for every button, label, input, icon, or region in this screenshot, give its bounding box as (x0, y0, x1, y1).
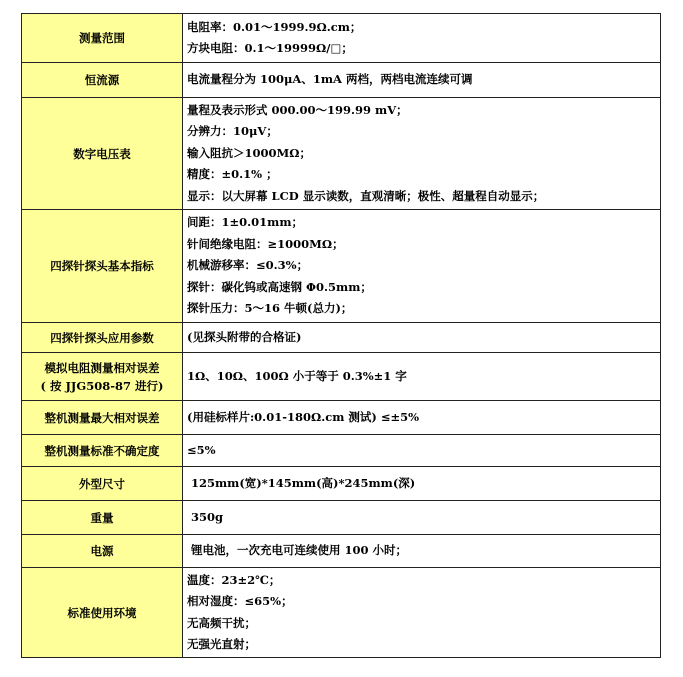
value-line: 显示：以大屏幕 LCD 显示读数，直观清晰；极性、超量程自动显示； (187, 188, 545, 203)
row-label (22, 535, 183, 568)
label-text: ( 按 JJG508-87 进行) (40, 378, 164, 393)
value-line: 输入阻抗＞1000MΩ； (187, 145, 311, 160)
row-value (183, 501, 661, 535)
row-value (183, 63, 661, 98)
label-text: 恒流源 (84, 73, 120, 87)
value-line: 针间绝缘电阻：≥1000MΩ； (187, 236, 344, 251)
value-line: 1Ω、10Ω、100Ω 小于等于 0.3%±1 字 (187, 368, 407, 383)
value-line: 电流量程分为 100μA、1mA 两档，两档电流连续可调 (187, 72, 473, 87)
row-label (22, 467, 183, 501)
table-row (22, 210, 661, 323)
table-row (22, 323, 661, 353)
label-text: 四探针探头应用参数 (50, 330, 154, 345)
label-text: 整机测量标准不确定度 (44, 443, 160, 458)
row-label (22, 98, 183, 210)
row-value (183, 210, 661, 323)
row-value (183, 568, 661, 658)
row-label (22, 14, 183, 63)
value-line: (用硅标样片:0.01-180Ω.cm 测试) ≤±5% (187, 409, 420, 424)
row-value (183, 401, 661, 435)
table-row (22, 98, 661, 210)
value-line: 电阻率：0.01～1999.9Ω.cm； (187, 19, 362, 34)
label-text: 四探针探头基本指标 (50, 259, 154, 273)
table-row (22, 501, 661, 535)
row-label (22, 323, 183, 353)
row-value (183, 14, 661, 63)
value-line: 量程及表示形式 000.00～199.99 mV； (187, 102, 408, 117)
row-label (22, 435, 183, 467)
row-label (22, 568, 183, 658)
table-row (22, 568, 661, 658)
row-value (183, 467, 661, 501)
value-line: 相对湿度：≤65%； (187, 594, 293, 608)
value-line: 机械游移率：≤0.3%； (187, 258, 309, 273)
row-value (183, 535, 661, 568)
row-value (183, 323, 661, 353)
value-line: (见探头附带的合格证) (187, 329, 302, 344)
value-line: 间距：1±0.01mm； (187, 215, 303, 230)
value-line: 锂电池，一次充电可连续使用 100 小时； (191, 543, 408, 558)
value-line: 无强光直射； (187, 637, 256, 651)
value-line: 350g (191, 509, 224, 524)
label-text: 整机测量最大相对误差 (44, 410, 160, 425)
label-text: 模拟电阻测量相对误差 (44, 360, 160, 375)
table-row (22, 401, 661, 435)
value-line: 探针：碳化钨或高速钢 Φ0.5mm； (187, 279, 372, 294)
value-line: 分辨力：10μV； (187, 124, 278, 139)
row-label (22, 210, 183, 323)
table-row (22, 467, 661, 501)
value-line: 温度：23±2℃； (187, 572, 281, 587)
label-text: 重量 (90, 510, 114, 525)
value-line: 精度：±0.1% ； (187, 167, 278, 182)
table-row (22, 435, 661, 467)
label-text: 外型尺寸 (79, 476, 125, 491)
value-line: ≤5% (187, 442, 216, 457)
row-label (22, 353, 183, 401)
row-label (22, 401, 183, 435)
label-text: 数字电压表 (73, 146, 131, 161)
row-label (22, 63, 183, 98)
row-value (183, 98, 661, 210)
row-value (183, 353, 661, 401)
label-text: 电源 (90, 544, 114, 558)
spec-table (21, 13, 661, 658)
table-row (22, 63, 661, 98)
label-text: 标准使用环境 (67, 605, 137, 620)
value-line: 125mm(宽)*145mm(高)*245mm(深) (191, 475, 416, 490)
table-row (22, 14, 661, 63)
table-row (22, 535, 661, 568)
value-line: 方块电阻：0.1～19999Ω/□； (187, 41, 353, 55)
table-row (22, 353, 661, 401)
row-value (183, 435, 661, 467)
row-label (22, 501, 183, 535)
value-line: 探针压力：5～16 牛顿(总力)； (187, 301, 353, 316)
value-line: 无高频干扰； (187, 615, 256, 630)
label-text: 测量范围 (79, 31, 125, 45)
